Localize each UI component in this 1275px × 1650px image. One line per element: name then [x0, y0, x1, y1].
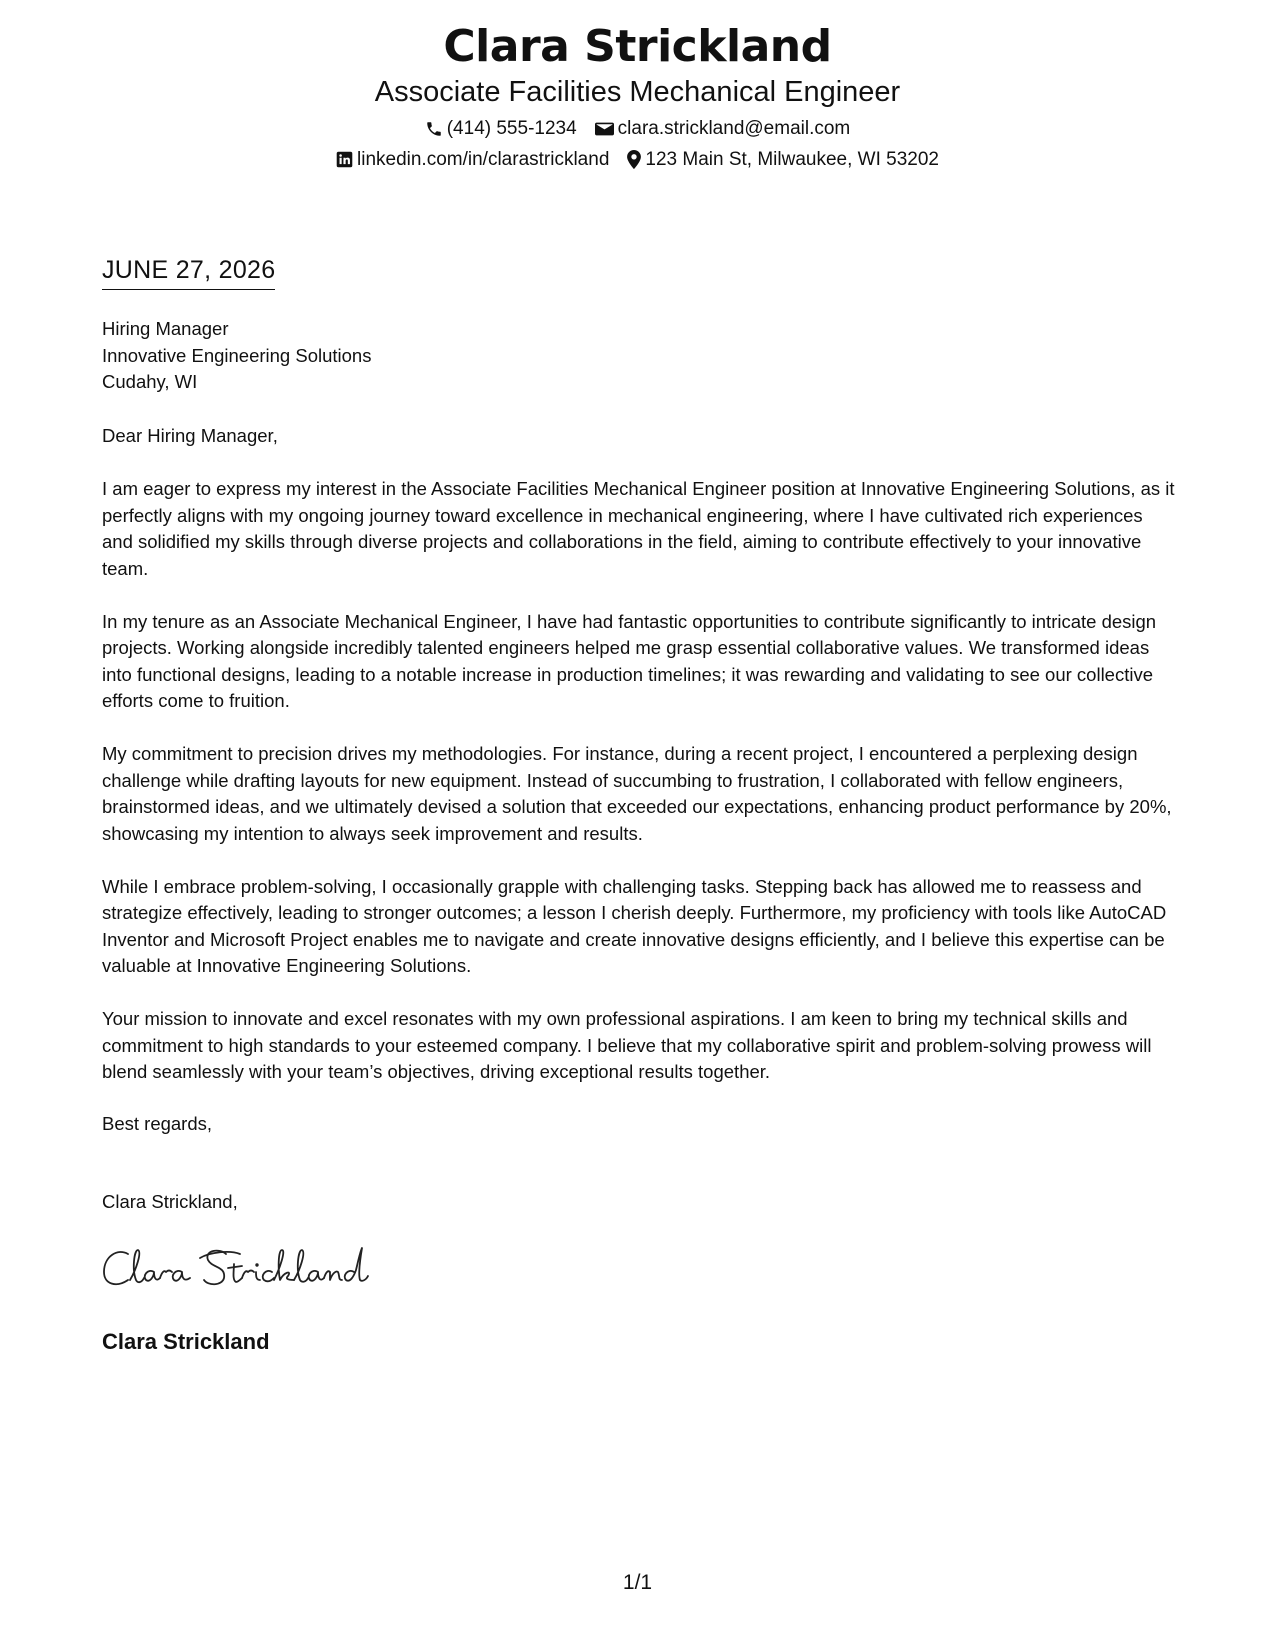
contact-row-primary [0, 116, 1275, 141]
contact-row-secondary [0, 147, 1275, 172]
closing-line: Best regards, [102, 1113, 213, 1134]
street-address: 123 Main St, Milwaukee, WI 53202 [645, 149, 939, 170]
body-paragraph: Your mission to innovate and excel resonates with my own professional aspirations. I am keen to bring my technical skills and commitment to high standards to your esteemed company. I believe that my collaborative spirit and problem-solving prowess will blend seamlessly with your team’s objectives, driving exceptional results together. [102, 1008, 1152, 1082]
salutation: Dear Hiring Manager, [102, 425, 278, 446]
letter-body [102, 423, 1177, 1112]
email-contact [595, 116, 851, 141]
address-contact [627, 147, 939, 172]
job-title: Associate Facilities Mechanical Engineer [374, 76, 901, 108]
recipient-location: Cudahy, WI [102, 371, 198, 392]
body-paragraph: My commitment to precision drives my methodologies. For instance, during a recent project, I encountered a perplexing design challenge while drafting layouts for new equipment. Instead of succumbing to frustration, I collaborated with fellow engineers, brainstormed ideas, and we ultimately devised a solution that exceeded our expectations, enhancing product performance by 20%, showcasing my intention to always seek improvement and results. [102, 743, 1172, 844]
body-paragraph: I am eager to express my interest in the Associate Facilities Mechanical Engineer position at Innovative Engineering Solutions, as it perfectly aligns with my ongoing journey toward excellence in mechanical engineering, where I have cultivated rich experiences and solidified my skills through diverse projects and collaborations in the field, aiming to contribute effectively to your innovative team. [102, 478, 1175, 579]
applicant-name: Clara Strickland [443, 21, 832, 72]
linkedin-contact [336, 147, 609, 172]
body-paragraph: While I embrace problem-solving, I occasionally grapple with challenging tasks. Stepping back has allowed me to reassess and strategize effectively, leading to stronger outcomes; a lesson I cherish deeply. Furthermore, my proficiency with tools like AutoCAD Inventor and Microsoft Project enables me to navigate and create innovative designs efficiently, and I believe this expertise can be valuable at Innovative Engineering Solutions. [102, 875, 1167, 976]
recipient-block [102, 316, 371, 396]
phone-contact [425, 116, 577, 141]
recipient-title: Hiring Manager [102, 318, 229, 339]
handwritten-signature [100, 1240, 370, 1300]
recipient-company: Innovative Engineering Solutions [102, 344, 372, 366]
envelope-icon [595, 121, 614, 137]
printed-name: Clara Strickland [102, 1329, 270, 1354]
email-address: clara.strickland@email.com [617, 118, 851, 139]
letter-header [0, 20, 1275, 172]
letter-date: JUNE 27, 2026 [102, 255, 275, 290]
linkedin-url: linkedin.com/in/clarastrickland [357, 149, 610, 170]
phone-number: (414) 555-1234 [446, 118, 577, 139]
phone-icon [425, 120, 443, 138]
signoff-name: Clara Strickland, [102, 1191, 238, 1212]
page-number: 1/1 [622, 1571, 653, 1594]
body-paragraph: In my tenure as an Associate Mechanical Engineer, I have had fantastic opportunities to contribute significantly to intricate design projects. Working alongside incredibly talented engineers helped me grasp essential collaborative values. We transformed ideas into functional designs, leading to a notable increase in production timelines; it was rewarding and validating to see our collective efforts come to fruition. [102, 610, 1157, 711]
linkedin-icon [336, 151, 353, 168]
map-pin-icon [627, 150, 641, 169]
